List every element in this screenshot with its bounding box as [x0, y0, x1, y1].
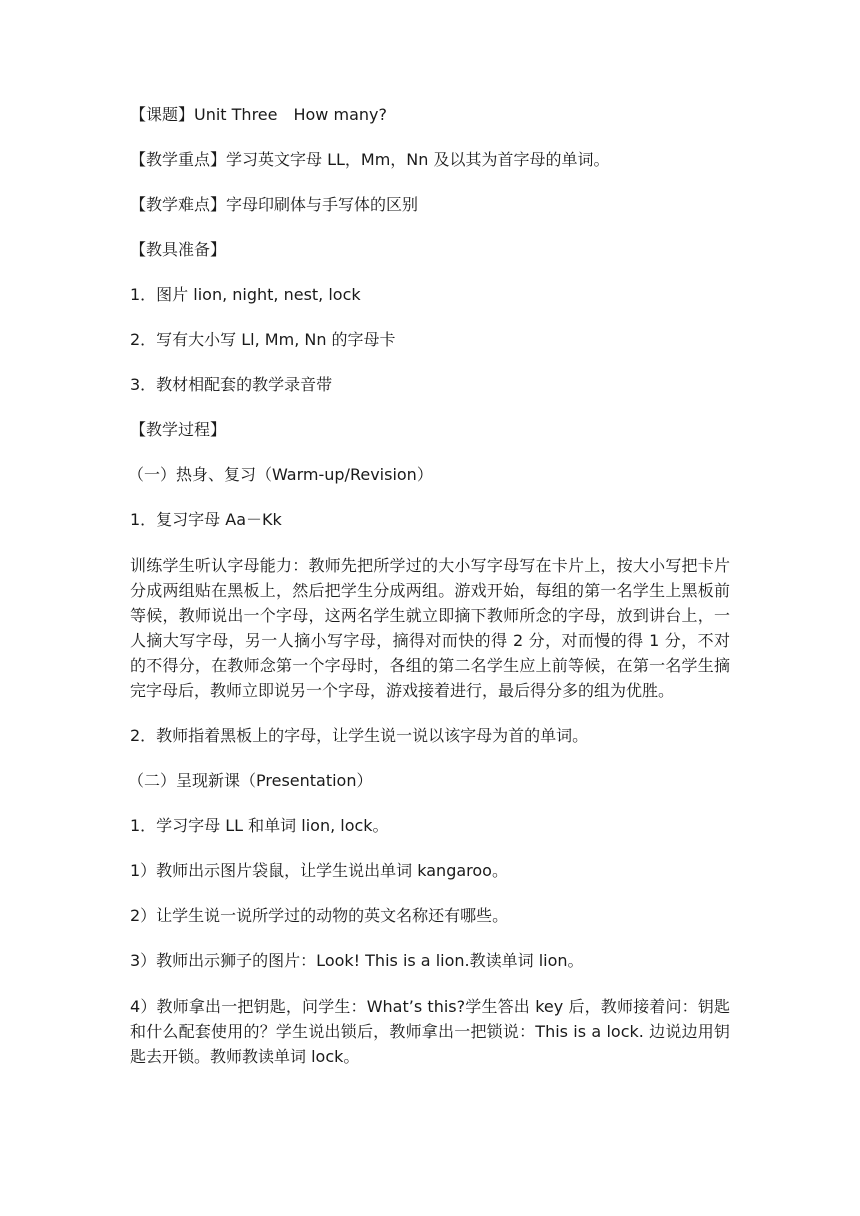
teaching-process-heading: 【教学过程】	[130, 420, 227, 439]
sub-step-item: 2）让学生说一说所学过的动物的英文名称还有哪些。	[130, 906, 509, 925]
section-heading: （一）热身、复习（Warm-up/Revision）	[128, 465, 433, 484]
teaching-aid-item: 1．图片 lion, night, nest, lock	[130, 285, 361, 304]
sub-step-paragraph: 4）教师拿出一把钥匙，问学生：What’s this?学生答出 key 后，教师接着问：钥匙和什么配套使用的？学生说出锁后，教师拿出一把锁说：This is a lock. 边说边用钥匙去开锁。教师教读单词 lock。	[130, 997, 730, 1066]
step-item: 1．学习字母 LL 和单词 lion, lock。	[130, 816, 389, 835]
lesson-topic: 【课题】Unit Three How many?	[130, 105, 387, 124]
document-body	[130, 103, 730, 1090]
sub-step-item: 1）教师出示图片袋鼠，让学生说出单词 kangaroo。	[130, 861, 508, 880]
sub-step-item: 3）教师出示狮子的图片：Look! This is a lion.教读单词 lion。	[130, 951, 584, 970]
teaching-difficulty: 【教学难点】字母印刷体与手写体的区别	[130, 195, 419, 214]
activity-paragraph: 训练学生听认字母能力：教师先把所学过的大小写字母写在卡片上，按大小写把卡片分成两组贴在黑板上，然后把学生分成两组。游戏开始，每组的第一名学生上黑板前等候，教师说出一个字母，这两名学生就立即摘下教师所念的字母，放到讲台上，一人摘大写字母，另一人摘小写字母，摘得对而快的得 2 分，对而慢的得 1 分，不对的不得分，在教师念第一个字母时，各组的第二名学生应上前等候，在第一名学生摘完字母后，教师立即说另一个字母，游戏接着进行，最后得分多的组为优胜。	[130, 556, 730, 700]
teaching-aid-item: 2．写有大小写 Ll, Mm, Nn 的字母卡	[130, 330, 396, 349]
teaching-aids-heading: 【教具准备】	[130, 240, 227, 259]
section-heading: （二）呈现新课（Presentation）	[128, 771, 373, 790]
step-item: 1．复习字母 Aa－Kk	[130, 510, 282, 529]
teaching-aid-item: 3．教材相配套的教学录音带	[130, 375, 333, 394]
step-item: 2．教师指着黑板上的字母，让学生说一说以该字母为首的单词。	[130, 726, 589, 745]
teaching-key-point: 【教学重点】学习英文字母 LL，Mm，Nn 及以其为首字母的单词。	[130, 150, 610, 169]
